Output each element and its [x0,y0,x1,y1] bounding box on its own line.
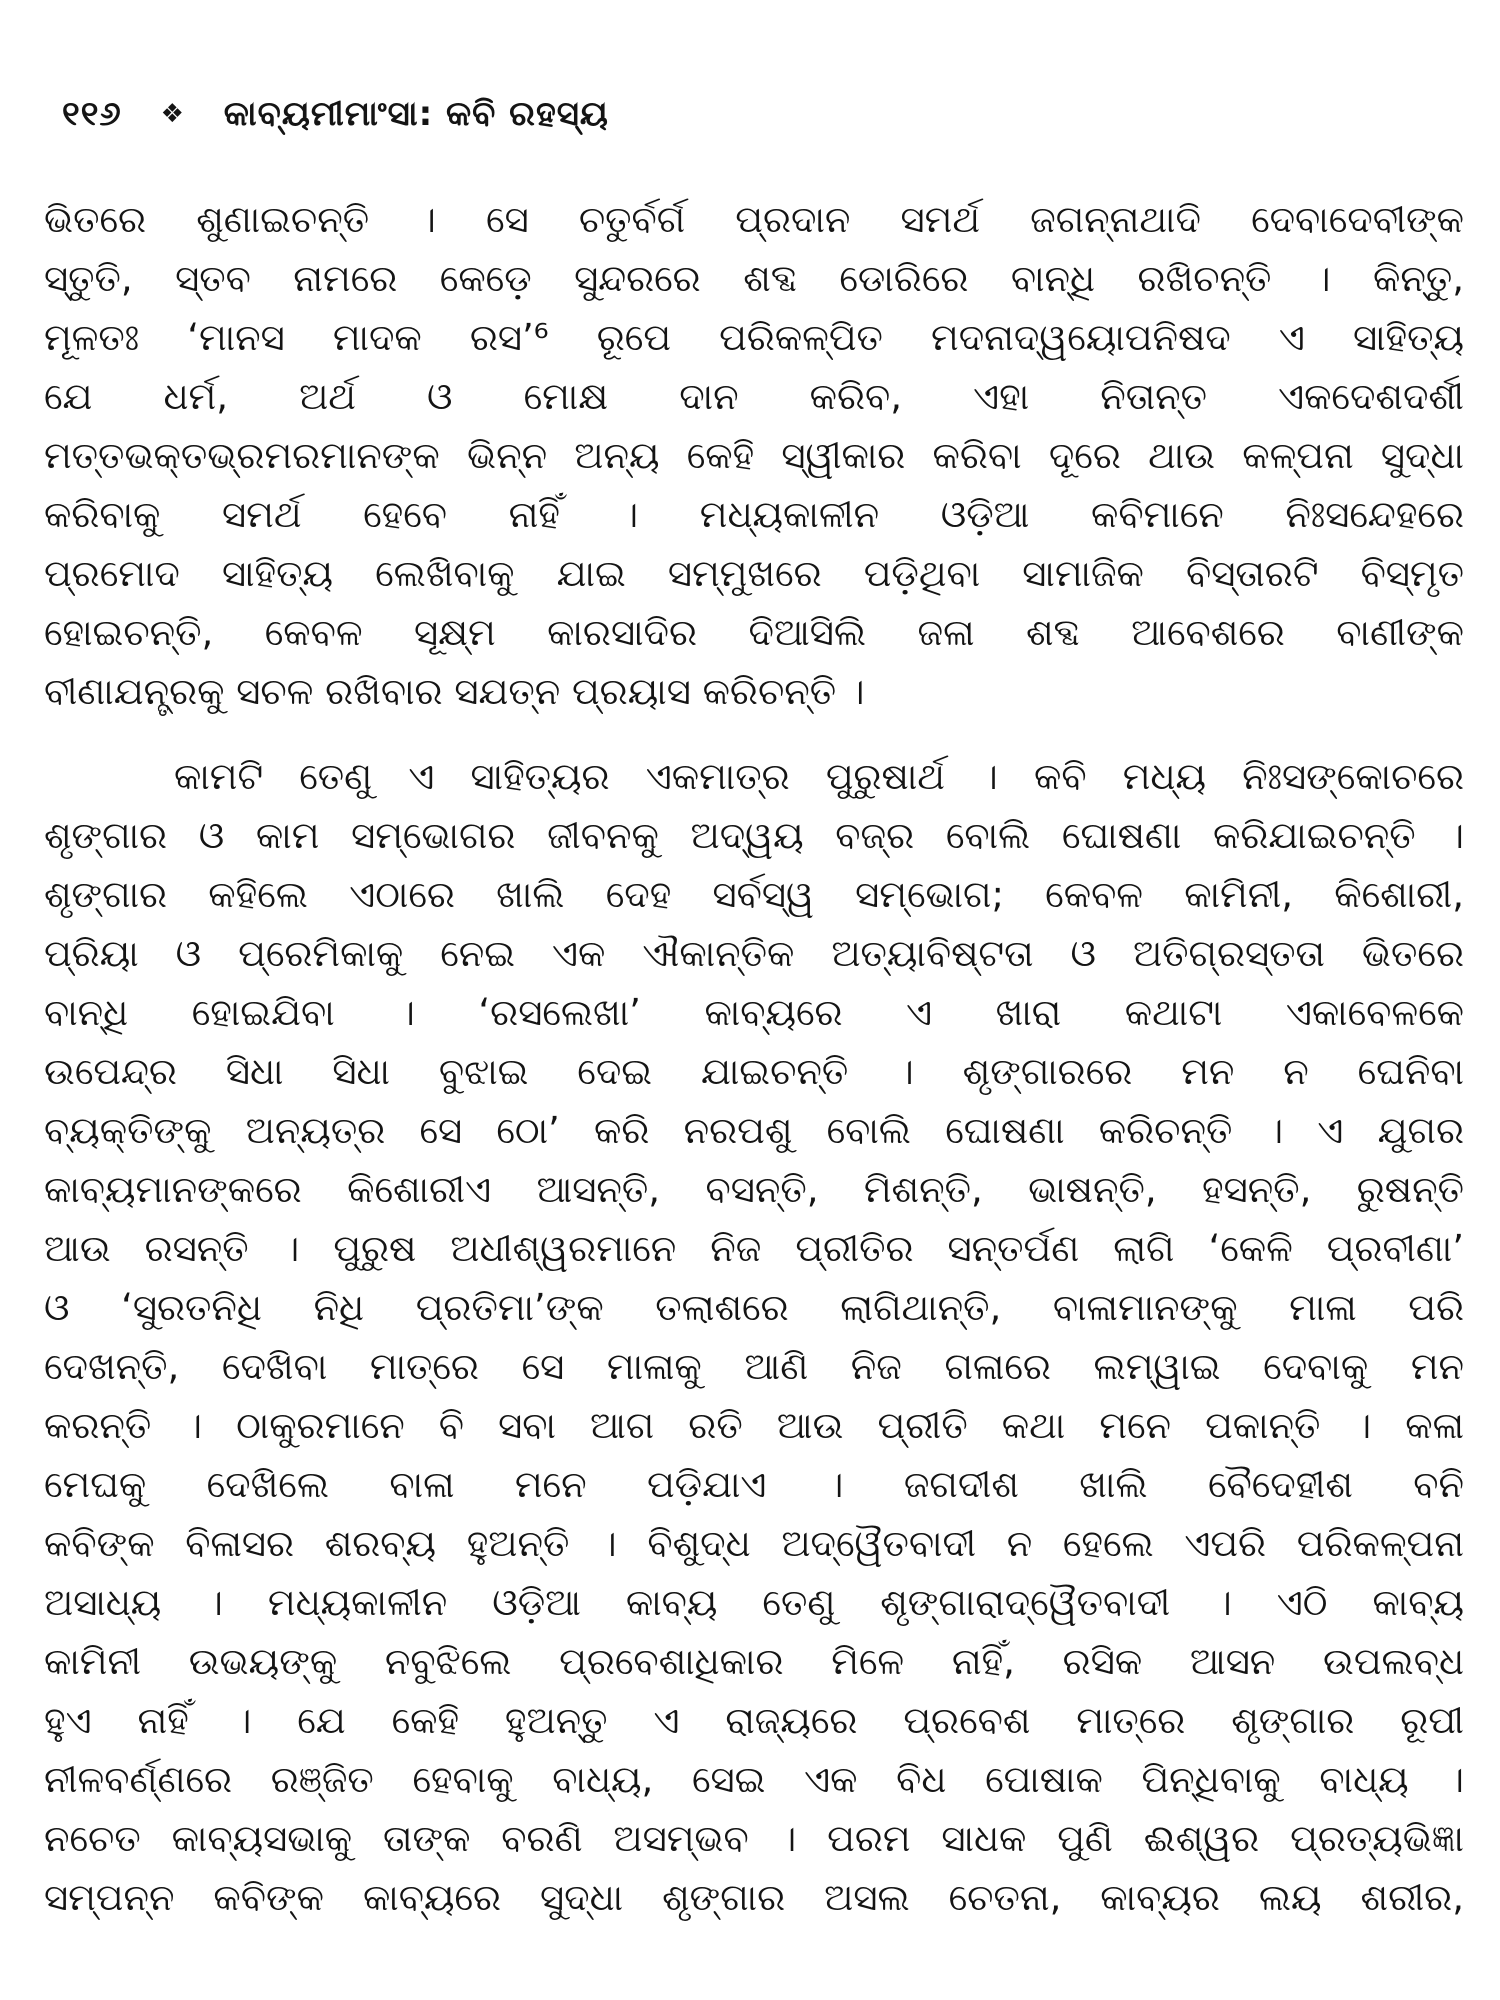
text-line: ଭିତରେ ଶୁଣାଇଚନ୍ତି । ସେ ଚତୁର୍ବର୍ଗ ପ୍ରଦାନ ସମର୍ଥ ଜଗନ୍ନାଥାଦି ଦେବାଦେବୀଙ୍କ [44,198,1464,241]
text-line: ପ୍ରମୋଦ ସାହିତ୍ୟ ଲେଖିବାକୁ ଯାଇ ସମ୍ମୁଖରେ ପଡ଼ିଥିବା ସାମାଜିକ ବିସ୍ତାରଟି ବିସ୍ମୃତ [44,552,1464,595]
text-line: ହୋଇଚନ୍ତି, କେବଳ ସୂକ୍ଷ୍ମ କାରସାଦିର ଦିଆସିଲି ଜଳା ଶବ୍ଦ ଆବେଶରେ ବାଣୀଙ୍କ [44,611,1464,654]
page-number: ୧୧୬ [62,93,122,134]
text-line: ହୁଏ ନାହିଁ । ଯେ କେହି ହୁଅନ୍ତୁ ଏ ରାଜ୍ୟରେ ପ୍ରବେଶ ମାତ୍ରେ ଶୃଙ୍ଗାର ରୂପୀ [44,1699,1464,1742]
text-line: ବାନ୍ଧି ହୋଇଯିବା । ‘ରସଲେଖା’ କାବ୍ୟରେ ଏ ଖାରା କଥାଟା ଏକାବେଳକେ [44,991,1464,1034]
paragraph [44,747,1464,1927]
ornament-icon: ❖ [160,98,185,129]
text-line: ମତ୍ତଭକ୍ତଭ୍ରମରମାନଙ୍କ ଭିନ୍ନ ଅନ୍ୟ କେହି ସ୍ୱୀକାର କରିବା ଦୂରେ ଥାଉ କଳ୍ପନା ସୁଦ୍ଧା [44,434,1464,477]
text-line: ନୀଳବର୍ଣ୍ଣରେ ରଞ୍ଜିତ ହେବାକୁ ବାଧ୍ୟ, ସେଇ ଏକ ବିଧ ପୋଷାକ ପିନ୍ଧିବାକୁ ବାଧ୍ୟ । [44,1758,1464,1801]
text-line: ଶୃଙ୍ଗାର ଓ କାମ ସମ୍ଭୋଗର ଜୀବନକୁ ଅଦ୍ୱୟ ବଜ୍ର ବୋଲି ଘୋଷଣା କରିଯାଇଚନ୍ତି । [44,814,1464,857]
text-line: ବୀଣାଯନ୍ତ୍ରକୁ ସଚଳ ରଖିବାର ସଯତ୍ନ ପ୍ରୟାସ କରିଚନ୍ତି । [44,670,865,713]
text-line: ଯେ ଧର୍ମ, ଅର୍ଥ ଓ ମୋକ୍ଷ ଦାନ କରିବ, ଏହା ନିତାନ୍ତ ଏକଦେଶଦର୍ଶୀ [44,375,1464,418]
text-line: କାମଟି ତେଣୁ ଏ ସାହିତ୍ୟର ଏକମାତ୍ର ପୁରୁଷାର୍ଥ । କବି ମଧ୍ୟ ନିଃସଙ୍କୋଚରେ [174,755,1464,798]
paragraph [44,190,1464,721]
text-line: କାବ୍ୟମାନଙ୍କରେ କିଶୋରୀଏ ଆସନ୍ତି, ବସନ୍ତି, ମିଶନ୍ତି, ଭାଷନ୍ତି, ହସନ୍ତି, ରୁଷନ୍ତି [44,1168,1464,1211]
text-line: ସ୍ତୁତି, ସ୍ତବ ନାମରେ କେଡ଼େ ସୁନ୍ଦରରେ ଶବ୍ଦ ଡୋରିରେ ବାନ୍ଧି ରଖିଚନ୍ତି । କିନ୍ତୁ, [44,257,1464,300]
text-line: ଆଉ ରସନ୍ତି । ପୁରୁଷ ଅଧୀଶ୍ୱରମାନେ ନିଜ ପ୍ରୀତିର ସନ୍ତର୍ପଣ ଲାଗି ‘କେଳି ପ୍ରବୀଣା’ [44,1227,1464,1270]
body-text [44,190,1464,1927]
text-line: ପ୍ରିୟା ଓ ପ୍ରେମିକାକୁ ନେଇ ଏକ ଐକାନ୍ତିକ ଅତ୍ୟାବିଷ୍ଟତା ଓ ଅତିଗ୍ରସ୍ତତା ଭିତରେ [44,932,1464,975]
text-line: କବିଙ୍କ ବିଳାସର ଶରବ୍ୟ ହୁଅନ୍ତି । ବିଶୁଦ୍ଧ ଅଦ୍ୱୈତବାଦୀ ନ ହେଲେ ଏପରି ପରିକଳ୍ପନା [44,1522,1464,1565]
text-line: କାମିନୀ ଉଭୟଙ୍କୁ ନବୁଝିଲେ ପ୍ରବେଶାଧିକାର ମିଳେ ନାହିଁ, ରସିକ ଆସନ ଉପଲବ୍ଧ [44,1640,1464,1683]
text-line: ଦେଖନ୍ତି, ଦେଖିବା ମାତ୍ରେ ସେ ମାଳାକୁ ଆଣି ନିଜ ଗଳାରେ ଲମ୍ୱାଇ ଦେବାକୁ ମନ [44,1345,1464,1388]
text-line: ମେଘକୁ ଦେଖିଲେ ବାଳା ମନେ ପଡ଼ିଯାଏ । ଜଗଦୀଶ ଖାଲି ବୈଦେହୀଶ ବନି [44,1463,1464,1506]
text-line: ସମ୍ପନ୍ନ କବିଙ୍କ କାବ୍ୟରେ ସୁଦ୍ଧା ଶୃଙ୍ଗାର ଅସଲ ଚେତନା, କାବ୍ୟର ଲୟ ଶରୀର, [44,1876,1464,1919]
text-line: ବ୍ୟକ୍ତିଙ୍କୁ ଅନ୍ୟତ୍ର ସେ ଠୋ’ କରି ନରପଶୁ ବୋଲି ଘୋଷଣା କରିଚନ୍ତି । ଏ ଯୁଗର [44,1109,1464,1152]
text-line: ଶୃଙ୍ଗାର କହିଲେ ଏଠାରେ ଖାଲି ଦେହ ସର୍ବସ୍ୱ ସମ୍ଭୋଗ; କେବଳ କାମିନୀ, କିଶୋରୀ, [44,873,1464,916]
text-line: କରିବାକୁ ସମର୍ଥ ହେବେ ନାହିଁ । ମଧ୍ୟକାଳୀନ ଓଡ଼ିଆ କବିମାନେ ନିଃସନ୍ଦେହରେ [44,493,1464,536]
text-line: ଅସାଧ୍ୟ । ମଧ୍ୟକାଳୀନ ଓଡ଼ିଆ କାବ୍ୟ ତେଣୁ ଶୃଙ୍ଗାରାଦ୍ୱୈତବାଦୀ । ଏଠି କାବ୍ୟ [44,1581,1464,1624]
text-line: ଓ ‘ସୁରତନିଧି ନିଧି ପ୍ରତିମା’ଙ୍କ ତଲାଶରେ ଲାଗିଥାନ୍ତି, ବାଳାମାନଙ୍କୁ ମାଳା ପରି [44,1286,1464,1329]
text-line: ନଚେତ କାବ୍ୟସଭାକୁ ତାଙ୍କ ବରଣି ଅସମ୍ଭବ । ପରମ ସାଧକ ପୁଣି ଈଶ୍ୱର ପ୍ରତ୍ୟଭିଜ୍ଞା [44,1817,1464,1860]
running-title: କାବ୍ୟମୀମାଂସା: କବି ରହସ୍ୟ [223,93,609,134]
text-line: ମୂଳତଃ ‘ମାନସ ମାଦକ ରସ’⁶ ରୂପେ ପରିକଳ୍ପିତ ମଦନାଦ୍ୱୟୋପନିଷଦ ଏ ସାହିତ୍ୟ [44,316,1464,359]
running-head [62,92,609,134]
paragraph-gap [44,721,1464,747]
text-line: ଉପେନ୍ଦ୍ର ସିଧା ସିଧା ବୁଝାଇ ଦେଇ ଯାଇଚନ୍ତି । ଶୃଙ୍ଗାରରେ ମନ ନ ଘେନିବା [44,1050,1464,1093]
text-line: କରନ୍ତି । ଠାକୁରମାନେ ବି ସବା ଆଗ ରତି ଆଉ ପ୍ରୀତି କଥା ମନେ ପକାନ୍ତି । କଳା [44,1404,1464,1447]
